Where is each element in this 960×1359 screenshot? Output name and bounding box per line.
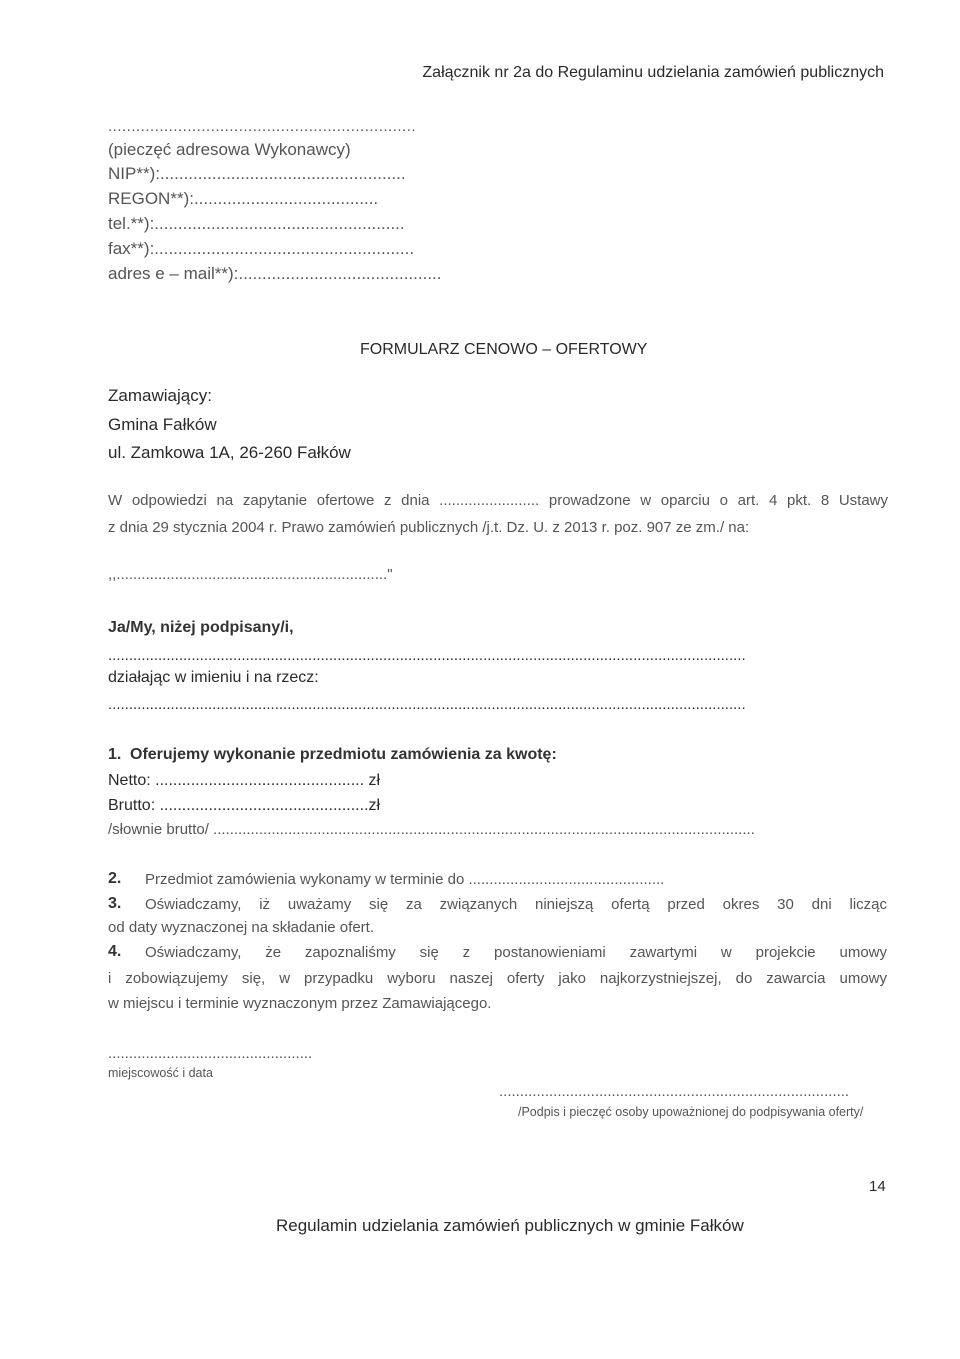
place-date-dots: ................................................. <box>108 1045 313 1062</box>
statement-3-number: 3. <box>108 895 122 912</box>
place-date-label: miejscowość i data <box>108 1066 213 1080</box>
statement-4-line-1: Oświadczamy, że zapoznaliśmy się z postanowieniami zawartymi w projekcie umowy <box>145 944 887 961</box>
statement-4-line-2: i zobowiązujemy się, w przypadku wyboru naszej oferty jako najkorzystniejszej, do zawarcia umowy <box>108 970 887 987</box>
brutto-words-field: /słownie brutto/ .................................................................................................................................. <box>108 821 755 838</box>
statement-2-text: Przedmiot zamówienia wykonamy w terminie do ............................................... <box>145 871 665 888</box>
intro-line-1: W odpowiedzi na zapytanie ofertowe z dnia ........................ prowadzone w oparciu o art. 4 pkt. 8 Ustawy <box>108 492 888 509</box>
signature-label: /Podpis i pieczęć osoby upoważnionej do podpisywania oferty/ <box>518 1105 864 1119</box>
email-field: adres e – mail**):........................................... <box>108 264 442 283</box>
orderer-label: Zamawiający: <box>108 386 212 405</box>
offer-item-text: Oferujemy wykonanie przedmiotu zamówienia za kwotę: <box>130 746 557 763</box>
signatory-line: ......................................................................................................................................................... <box>108 647 746 664</box>
orderer-name: Gmina Fałków <box>108 415 217 434</box>
brutto-field: Brutto: ...............................................zł <box>108 797 381 814</box>
statement-3-line-1: Oświadczamy, iż uważamy się za związanych niniejszą ofertą przed okres 30 dni licząc <box>145 896 887 913</box>
tel-field: tel.**):..................................................... <box>108 214 405 233</box>
attachment-header: Załącznik nr 2a do Regulaminu udzielania zamówień publicznych <box>422 64 884 81</box>
footer-text: Regulamin udzielania zamówień publicznych w gminie Fałków <box>276 1216 744 1235</box>
signatory-label: Ja/My, niżej podpisany/i, <box>108 619 294 636</box>
orderer-address: ul. Zamkowa 1A, 26-260 Fałków <box>108 443 351 462</box>
regon-field: REGON**):....................................... <box>108 189 379 208</box>
subject-blank: ,,................................................................." <box>108 566 393 583</box>
stamp-dots: .................................................................. <box>108 118 417 135</box>
nip-field: NIP**):.................................................... <box>108 164 406 183</box>
stamp-label: (pieczęć adresowa Wykonawcy) <box>108 140 351 159</box>
form-title: FORMULARZ CENOWO – OFERTOWY <box>360 341 648 358</box>
acting-label: działając w imieniu i na rzecz: <box>108 669 319 686</box>
statement-4-number: 4. <box>108 943 122 960</box>
statement-4-line-3: w miejscu i terminie wyznaczonym przez Zamawiającego. <box>108 995 492 1012</box>
page-number: 14 <box>869 1178 886 1195</box>
signature-dots: .................................................................................... <box>499 1083 850 1100</box>
netto-field: Netto: ............................................... zł <box>108 772 381 789</box>
statement-2-number: 2. <box>108 870 122 887</box>
statement-3-line-2: od daty wyznaczonej na składanie ofert. <box>108 919 374 936</box>
intro-line-2: z dnia 29 stycznia 2004 r. Prawo zamówień publicznych /j.t. Dz. U. z 2013 r. poz. 907 ze zm./ na: <box>108 519 750 536</box>
acting-line: ......................................................................................................................................................... <box>108 696 746 713</box>
fax-field: fax**):....................................................... <box>108 239 415 258</box>
offer-item-number: 1. <box>108 746 122 763</box>
